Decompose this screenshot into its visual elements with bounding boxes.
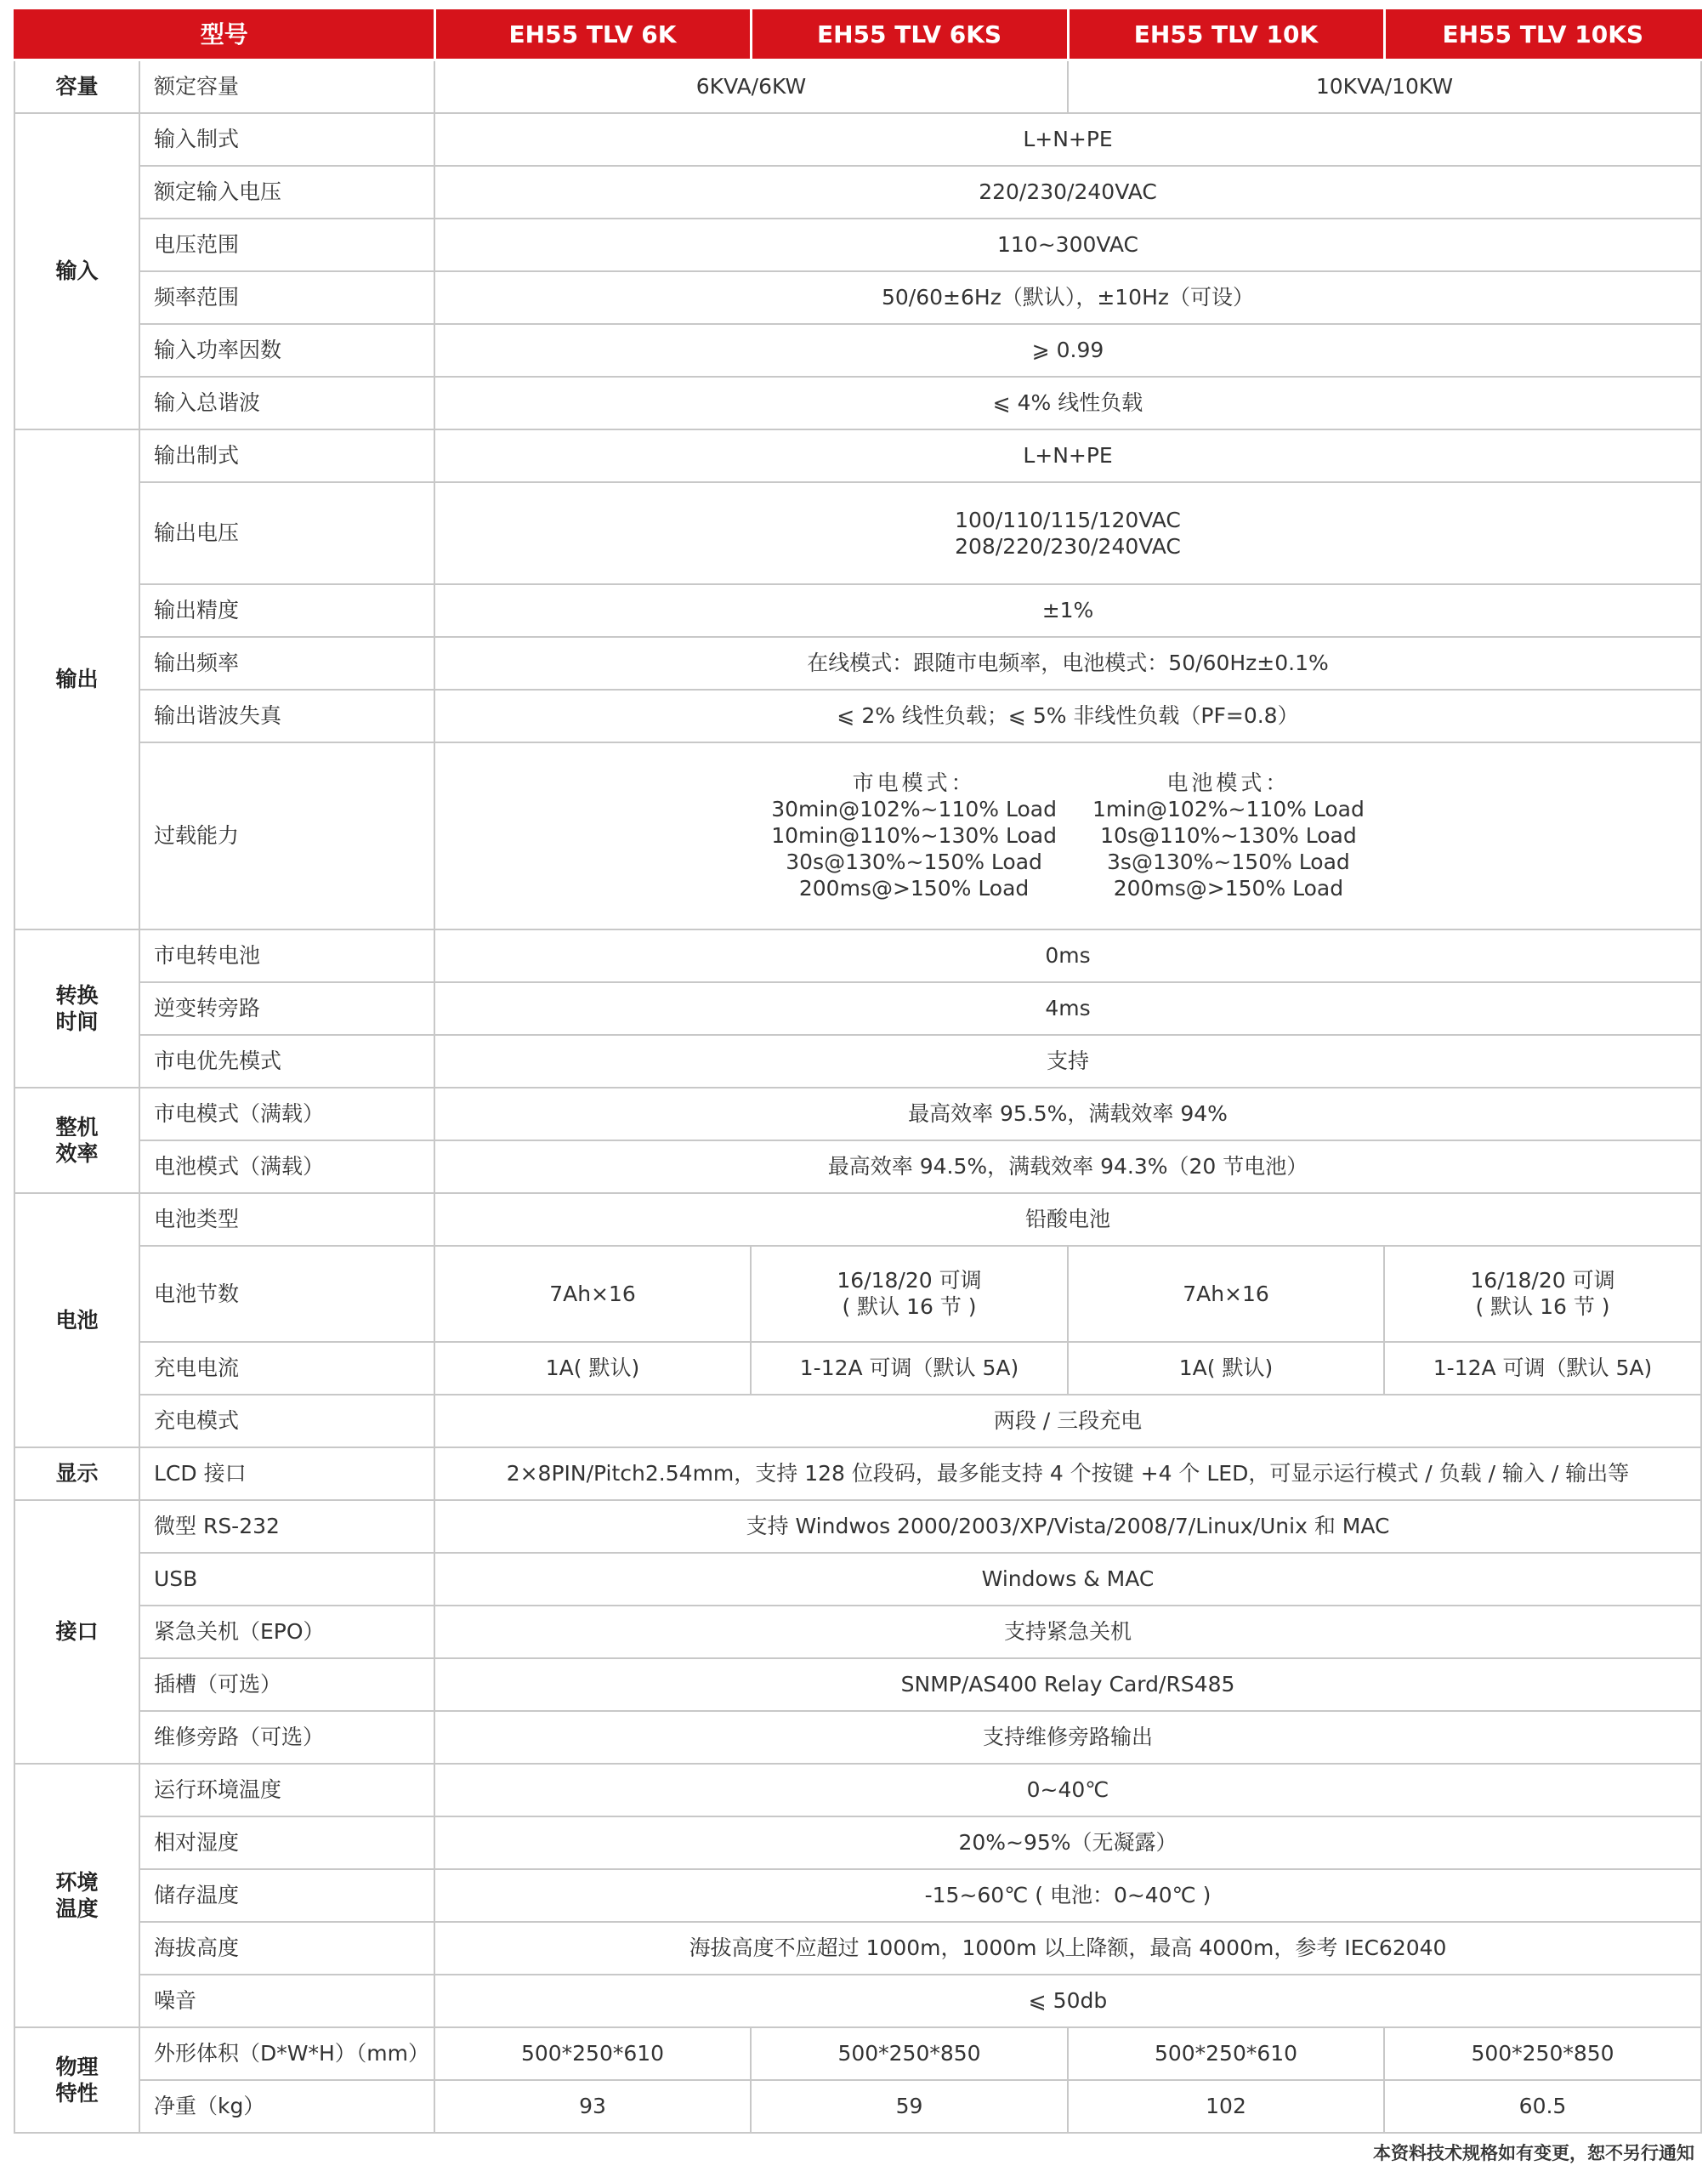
table-row <box>14 1816 1701 1869</box>
row-label: 相对湿度 <box>139 1816 434 1869</box>
row-label: LCD 接口 <box>139 1447 434 1500</box>
category-battery: 电池 <box>14 1193 139 1447</box>
row-label: 噪音 <box>139 1975 434 2027</box>
row-label: 输入总谐波 <box>139 377 434 429</box>
category-capacity: 容量 <box>14 60 139 113</box>
row-value: 2×8PIN/Pitch2.54mm，支持 128 位段码，最多能支持 4 个按键 +4 个 LED，可显示运行模式 / 负载 / 输入 / 输出等 <box>434 1447 1701 1500</box>
table-row <box>14 1342 1701 1395</box>
dims-10k: 500*250*610 <box>1068 2027 1384 2080</box>
row-value: 支持维修旁路输出 <box>434 1711 1701 1764</box>
row-value: 在线模式：跟随市电频率，电池模式：50/60Hz±0.1% <box>434 637 1701 690</box>
charge-current-10ks: 1-12A 可调（默认 5A) <box>1384 1342 1701 1395</box>
row-label: 微型 RS-232 <box>139 1500 434 1553</box>
row-label: 输出精度 <box>139 584 434 637</box>
model-eh55-tlv-6k: EH55 TLV 6K <box>434 9 751 60</box>
row-label: 电压范围 <box>139 219 434 271</box>
overload-battery-line: 1min@102%~110% Load <box>1092 797 1365 821</box>
dims-6k: 500*250*610 <box>434 2027 751 2080</box>
row-value: 支持 <box>434 1035 1701 1088</box>
header-row <box>14 9 1701 60</box>
category-physical: 物理 特性 <box>14 2027 139 2133</box>
row-label: 额定容量 <box>139 60 434 113</box>
table-row <box>14 1447 1701 1500</box>
table-row <box>14 1035 1701 1088</box>
model-eh55-tlv-10ks: EH55 TLV 10KS <box>1384 9 1701 60</box>
row-value: L+N+PE <box>434 429 1701 482</box>
row-label: 紧急关机（EPO） <box>139 1606 434 1658</box>
category-input: 输入 <box>14 113 139 429</box>
model-eh55-tlv-10k: EH55 TLV 10K <box>1068 9 1384 60</box>
row-label: 输出谐波失真 <box>139 690 434 742</box>
overload-mains-line: 30s@130%~150% Load <box>786 850 1042 874</box>
row-value: 10KVA/10KW <box>1068 60 1701 113</box>
overload-battery-title: 电池模式： <box>1166 770 1291 795</box>
table-row <box>14 982 1701 1035</box>
row-label: 过载能力 <box>139 742 434 929</box>
table-row <box>14 60 1701 113</box>
row-label: 频率范围 <box>139 271 434 324</box>
dims-10ks: 500*250*850 <box>1384 2027 1701 2080</box>
table-row <box>14 1711 1701 1764</box>
table-row <box>14 324 1701 377</box>
row-value: SNMP/AS400 Relay Card/RS485 <box>434 1658 1701 1711</box>
row-value: 最高效率 95.5%，满载效率 94% <box>434 1088 1701 1140</box>
row-value: 4ms <box>434 982 1701 1035</box>
table-row <box>14 1500 1701 1553</box>
table-row <box>14 1193 1701 1246</box>
row-label: 输出电压 <box>139 482 434 584</box>
table-row <box>14 1088 1701 1140</box>
table-row <box>14 1922 1701 1975</box>
model-header: 型号 <box>14 9 434 60</box>
overload-battery-line: 3s@130%~150% Load <box>1107 850 1350 874</box>
row-value: ⩽ 50db <box>434 1975 1701 2027</box>
table-row <box>14 690 1701 742</box>
row-value: 110~300VAC <box>434 219 1701 271</box>
table-row <box>14 429 1701 482</box>
row-label: 净重（kg） <box>139 2080 434 2133</box>
battery-count-6ks: 16/18/20 可调 ( 默认 16 节 ) <box>751 1246 1068 1342</box>
row-value: ⩽ 2% 线性负载；⩽ 5% 非线性负载（PF=0.8） <box>434 690 1701 742</box>
row-value: 支持 Windwos 2000/2003/XP/Vista/2008/7/Linux/Unix 和 MAC <box>434 1500 1701 1553</box>
row-label: 充电电流 <box>139 1342 434 1395</box>
row-label: 额定输入电压 <box>139 166 434 219</box>
table-row <box>14 482 1701 584</box>
row-value: 100/110/115/120VAC 208/220/230/240VAC <box>434 482 1701 584</box>
row-label: 市电模式（满载） <box>139 1088 434 1140</box>
table-row <box>14 113 1701 166</box>
charge-current-6k: 1A( 默认) <box>434 1342 751 1395</box>
row-value: 50/60±6Hz（默认），±10Hz（可设） <box>434 271 1701 324</box>
row-value: 220/230/240VAC <box>434 166 1701 219</box>
battery-count-10ks: 16/18/20 可调 ( 默认 16 节 ) <box>1384 1246 1701 1342</box>
row-value: 两段 / 三段充电 <box>434 1395 1701 1447</box>
row-value: ⩾ 0.99 <box>434 324 1701 377</box>
table-row <box>14 1869 1701 1922</box>
row-label: 输入制式 <box>139 113 434 166</box>
charge-current-10k: 1A( 默认) <box>1068 1342 1384 1395</box>
battery-count-6k: 7Ah×16 <box>434 1246 751 1342</box>
row-label: 储存温度 <box>139 1869 434 1922</box>
table-row <box>14 271 1701 324</box>
row-value: L+N+PE <box>434 113 1701 166</box>
row-value: 最高效率 94.5%，满载效率 94.3%（20 节电池） <box>434 1140 1701 1193</box>
row-label: 充电模式 <box>139 1395 434 1447</box>
table-row <box>14 584 1701 637</box>
overload-mains-line: 30min@102%~110% Load <box>771 797 1057 821</box>
table-row <box>14 1553 1701 1606</box>
category-transfer-time: 转换 时间 <box>14 929 139 1088</box>
table-row <box>14 1606 1701 1658</box>
spec-table <box>14 7 1702 2134</box>
overload-mains-line: 200ms@>150% Load <box>798 876 1030 901</box>
weight-6k: 93 <box>434 2080 751 2133</box>
table-row <box>14 2027 1701 2080</box>
weight-6ks: 59 <box>751 2080 1068 2133</box>
row-label: 电池模式（满载） <box>139 1140 434 1193</box>
weight-10k: 102 <box>1068 2080 1384 2133</box>
row-label: 电池节数 <box>139 1246 434 1342</box>
row-value: Windows & MAC <box>434 1553 1701 1606</box>
row-value: 支持紧急关机 <box>434 1606 1701 1658</box>
category-interface: 接口 <box>14 1500 139 1764</box>
row-label: 输出制式 <box>139 429 434 482</box>
table-row <box>14 1658 1701 1711</box>
row-label: 市电优先模式 <box>139 1035 434 1088</box>
table-row <box>14 2080 1701 2133</box>
row-value: 6KVA/6KW <box>434 60 1068 113</box>
charge-current-6ks: 1-12A 可调（默认 5A) <box>751 1342 1068 1395</box>
overload-mains-block <box>771 770 1057 901</box>
category-display: 显示 <box>14 1447 139 1500</box>
overload-columns <box>435 770 1700 901</box>
category-environment: 环境 温度 <box>14 1764 139 2027</box>
row-label: 逆变转旁路 <box>139 982 434 1035</box>
row-label: 市电转电池 <box>139 929 434 982</box>
table-row <box>14 637 1701 690</box>
row-label: 输出频率 <box>139 637 434 690</box>
row-value: ⩽ 4% 线性负载 <box>434 377 1701 429</box>
category-efficiency: 整机 效率 <box>14 1088 139 1193</box>
table-row <box>14 166 1701 219</box>
row-value: ±1% <box>434 584 1701 637</box>
row-label: 电池类型 <box>139 1193 434 1246</box>
battery-count-10k: 7Ah×16 <box>1068 1246 1384 1342</box>
overload-value <box>434 742 1701 929</box>
overload-mains-line: 10min@110%~130% Load <box>771 823 1057 848</box>
table-row <box>14 742 1701 929</box>
category-output: 输出 <box>14 429 139 929</box>
disclaimer-footnote: 本资料技术规格如有变更，恕不另行通知 <box>1373 2143 1694 2163</box>
overload-battery-block <box>1092 770 1365 901</box>
overload-battery-line: 10s@110%~130% Load <box>1100 823 1357 848</box>
table-row <box>14 219 1701 271</box>
row-label: 维修旁路（可选） <box>139 1711 434 1764</box>
row-label: 海拔高度 <box>139 1922 434 1975</box>
row-value: 铅酸电池 <box>434 1193 1701 1246</box>
row-value: 0ms <box>434 929 1701 982</box>
row-label: 输入功率因数 <box>139 324 434 377</box>
table-row <box>14 377 1701 429</box>
weight-10ks: 60.5 <box>1384 2080 1701 2133</box>
row-value: 20%~95%（无凝露） <box>434 1816 1701 1869</box>
row-value: 海拔高度不应超过 1000m，1000m 以上降额，最高 4000m，参考 IEC62040 <box>434 1922 1701 1975</box>
table-row <box>14 1975 1701 2027</box>
table-row <box>14 1246 1701 1342</box>
row-label: 运行环境温度 <box>139 1764 434 1816</box>
table-row <box>14 1395 1701 1447</box>
table-row <box>14 1140 1701 1193</box>
row-value: 0~40℃ <box>434 1764 1701 1816</box>
row-value: -15~60℃ ( 电池：0~40℃ ) <box>434 1869 1701 1922</box>
row-label: 插槽（可选） <box>139 1658 434 1711</box>
row-label: USB <box>139 1553 434 1606</box>
overload-mains-title: 市电模式： <box>852 770 976 795</box>
table-row <box>14 1764 1701 1816</box>
overload-battery-line: 200ms@>150% Load <box>1113 876 1344 901</box>
table-row <box>14 929 1701 982</box>
model-eh55-tlv-6ks: EH55 TLV 6KS <box>751 9 1068 60</box>
dims-6ks: 500*250*850 <box>751 2027 1068 2080</box>
row-label: 外形体积（D*W*H）（mm） <box>139 2027 434 2080</box>
